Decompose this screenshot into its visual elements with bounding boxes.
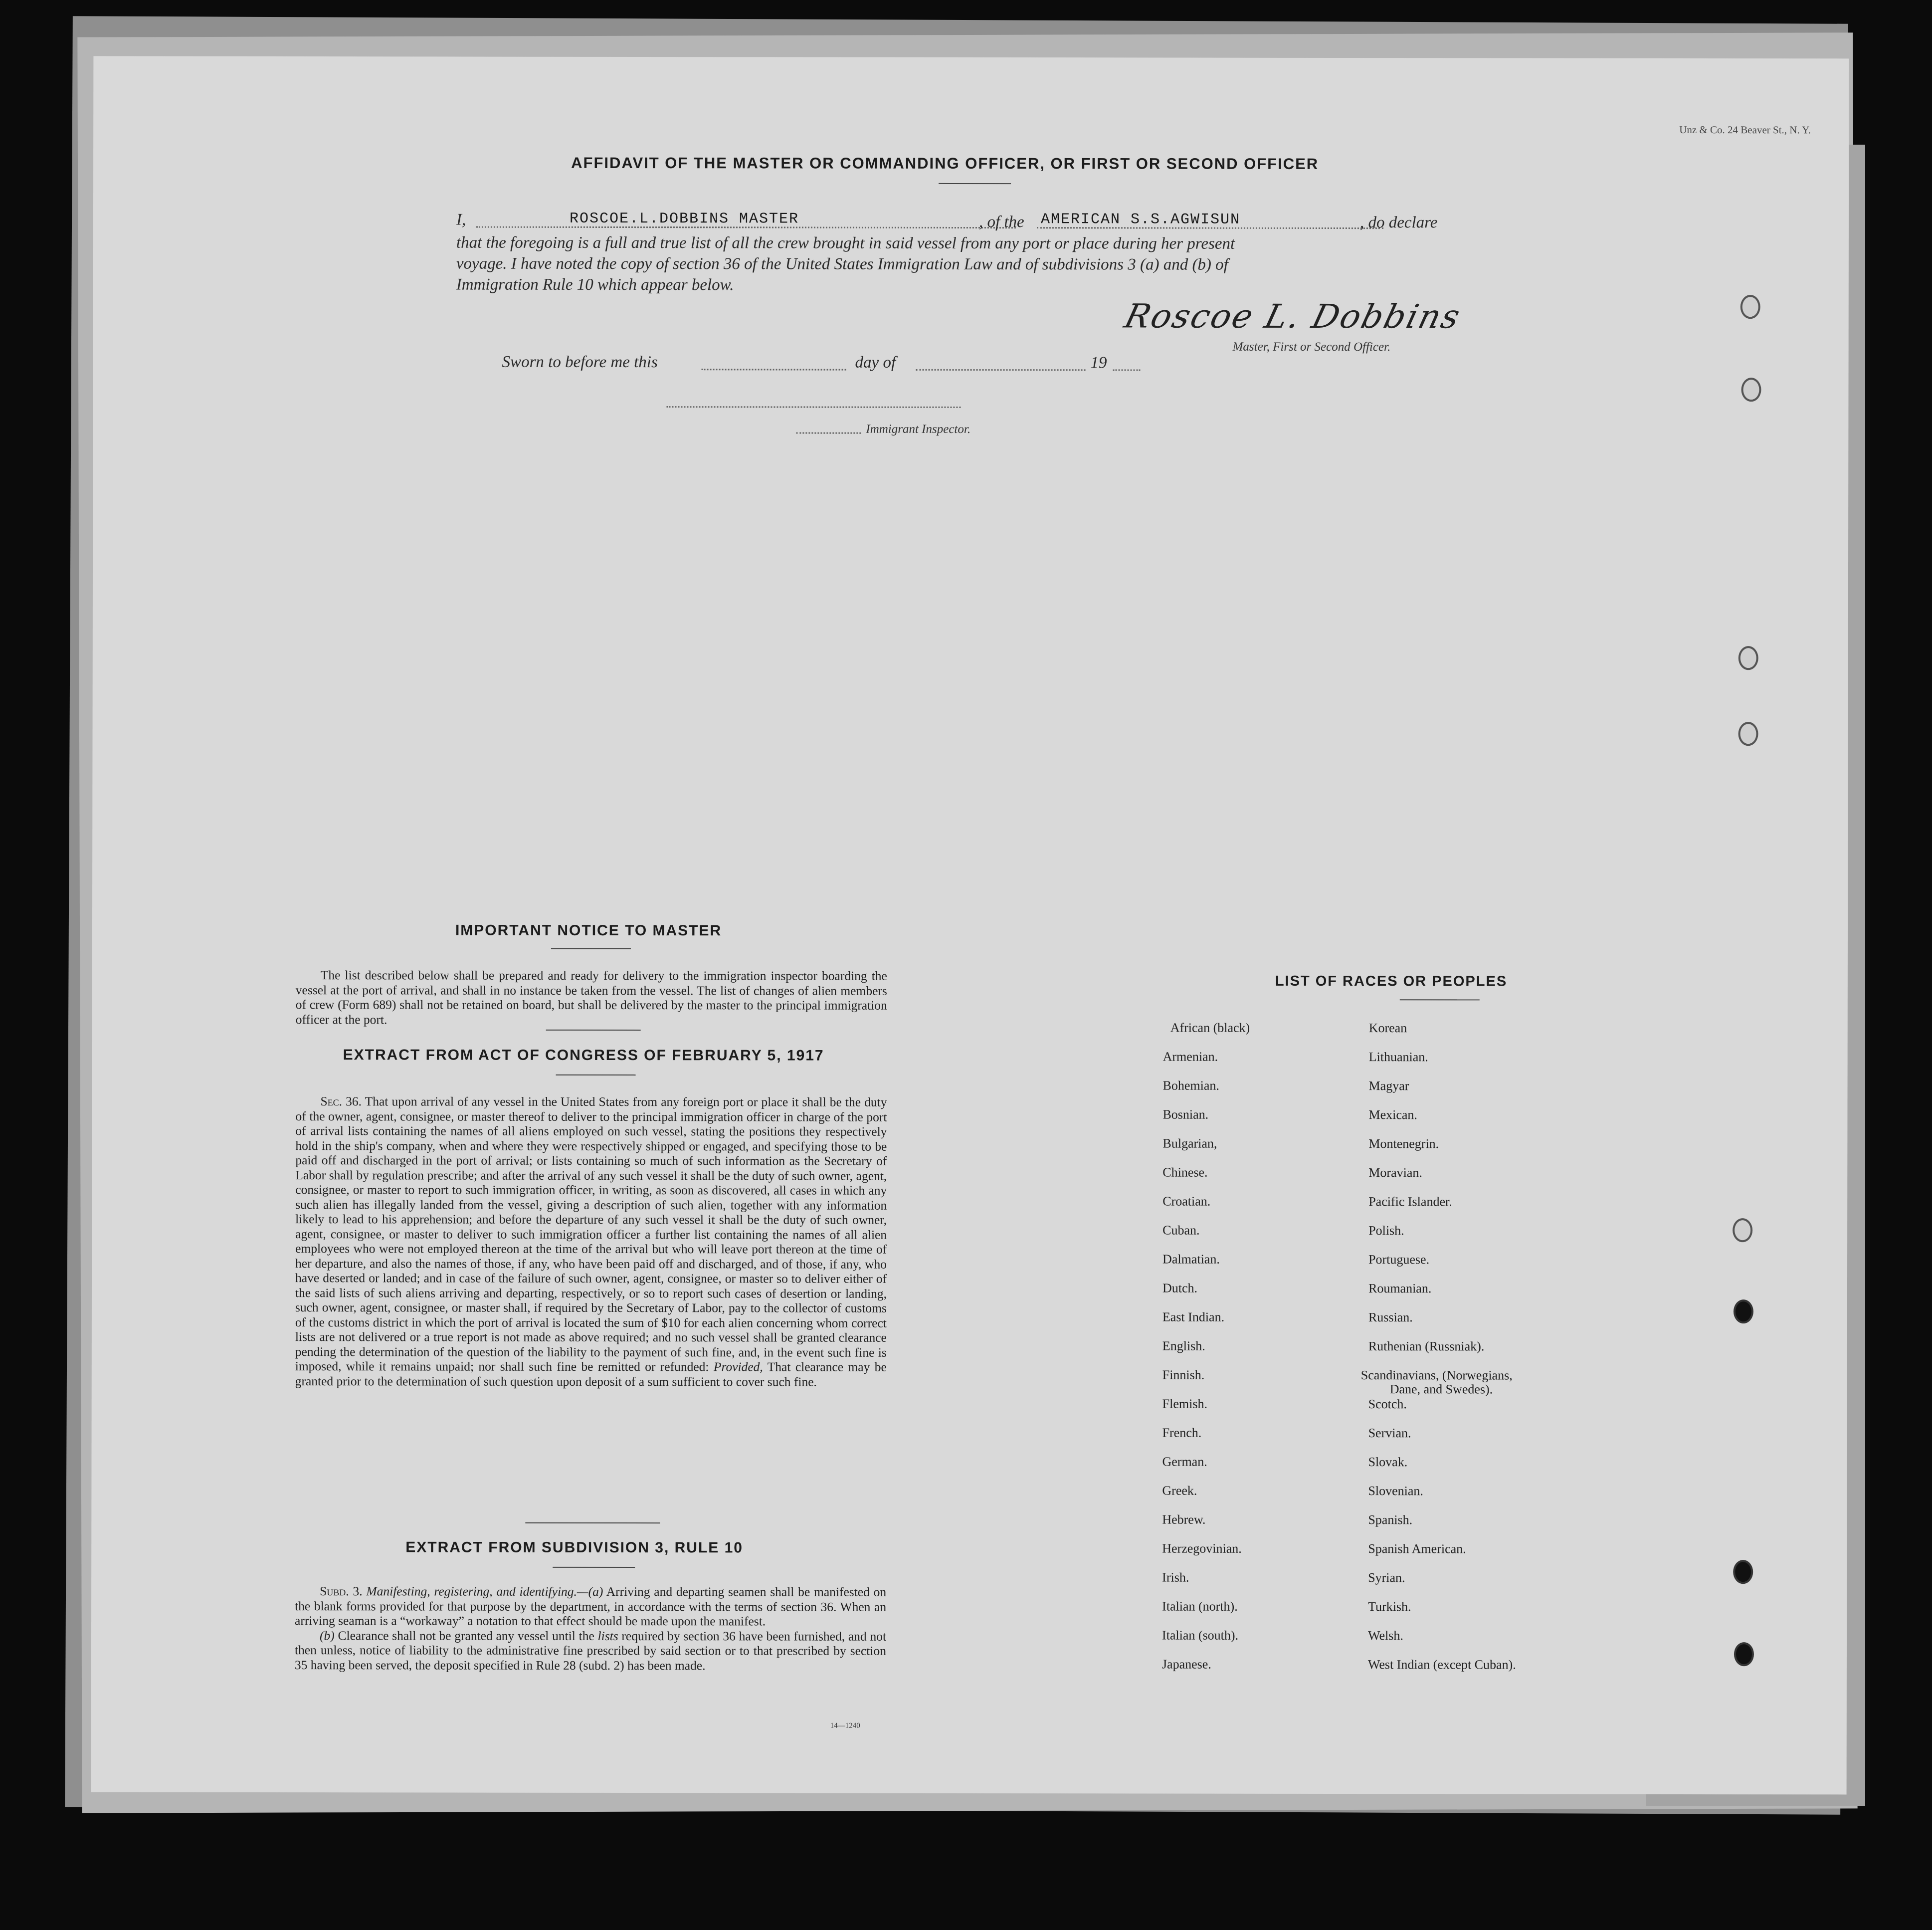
rule-paragraph-b xyxy=(295,1628,886,1673)
sworn-day-label: day of xyxy=(855,353,896,372)
of-the-label: , of the xyxy=(978,213,1024,231)
sworn-day-line xyxy=(702,369,846,370)
race-item: Scotch. xyxy=(1368,1397,1407,1412)
notice-paragraph: The list described below shall be prepared and ready for delivery to the immigration inspector boarding the vessel at the port of arrival, and shall in no instance be taken from the vessel. The list of changes of alien members of crew (Form 689) shall not be retained on board, but shall be delivered by the master to the principal immigration officer at the port. xyxy=(295,968,887,1027)
race-item: Spanish. xyxy=(1368,1512,1413,1527)
binder-hole xyxy=(1739,722,1758,746)
vessel-name-field: AMERICAN S.S.AGWISUN xyxy=(1040,211,1241,228)
race-item: Welsh. xyxy=(1367,1628,1403,1643)
rule-para-b-part2: required by section 36 have been furnished, and not then unless, notice of liability to the administrative fine prescribed by said section or to that prescribed by section 35 having been served, the deposit specified in Rule 28 (subd. 2) has been made. xyxy=(294,1628,887,1673)
act-end-rule xyxy=(525,1522,660,1523)
sworn-label: Sworn to before me this xyxy=(502,353,658,372)
title-rule xyxy=(939,183,1011,184)
affidavit-line-1 xyxy=(456,210,466,230)
binder-hole xyxy=(1733,1218,1752,1242)
notice-title: IMPORTANT NOTICE TO MASTER xyxy=(455,922,722,939)
race-item: Montenegrin. xyxy=(1368,1136,1439,1151)
notice-rule xyxy=(551,948,631,949)
sworn-month-line xyxy=(916,369,1086,371)
race-item: Irish. xyxy=(1162,1570,1189,1585)
race-item: Pacific Islander. xyxy=(1368,1194,1452,1209)
rule-text xyxy=(295,1584,886,1673)
do-declare-label: , do declare xyxy=(1359,214,1438,232)
affidavit-prefix: I, xyxy=(456,211,466,229)
rule-subdivision-heading: Manifesting, registering, and identifying.—(a) xyxy=(366,1584,603,1599)
binder-hole xyxy=(1734,1642,1754,1666)
race-item: Bosnian. xyxy=(1162,1107,1209,1122)
race-item: German. xyxy=(1162,1454,1207,1469)
race-item: Hebrew. xyxy=(1162,1512,1206,1527)
affidavit-line-2: that the foregoing is a full and true list of all the crew brought in said vessel from any port or place during her present xyxy=(456,233,1235,253)
rule-para-b-part1: Clearance shall not be granted any vessel until the xyxy=(338,1628,594,1643)
race-item: West Indian (except Cuban). xyxy=(1367,1657,1516,1672)
race-item: Finnish. xyxy=(1162,1367,1205,1382)
rule-paragraph-a xyxy=(295,1584,886,1629)
race-item: Dane, and Swedes). xyxy=(1389,1382,1493,1397)
race-item: Korean xyxy=(1368,1021,1407,1036)
form-number: 14—1240 xyxy=(830,1721,860,1730)
binder-hole xyxy=(1741,378,1761,402)
race-item: Slovenian. xyxy=(1368,1484,1423,1499)
race-item: Magyar xyxy=(1368,1078,1409,1093)
races-rule xyxy=(1400,999,1480,1000)
rule-title-rule xyxy=(553,1567,635,1568)
rule-para-b-lists: lists xyxy=(597,1628,618,1643)
race-item: Portuguese. xyxy=(1368,1252,1430,1267)
race-item: French. xyxy=(1162,1425,1202,1440)
race-item: Italian (north). xyxy=(1162,1599,1238,1614)
race-item: Greek. xyxy=(1162,1483,1197,1498)
race-item: Croatian. xyxy=(1162,1194,1211,1209)
act-provided-label: Provided, xyxy=(713,1359,763,1374)
binder-hole xyxy=(1733,1560,1753,1584)
inspector-signature-line xyxy=(666,406,961,408)
race-item: Flemish. xyxy=(1162,1396,1207,1411)
race-item: Italian (south). xyxy=(1161,1628,1239,1643)
affidavit-line-4: Immigration Rule 10 which appear below. xyxy=(456,275,734,294)
binder-hole xyxy=(1740,295,1760,319)
act-text xyxy=(295,1094,887,1389)
races-title: LIST OF RACES OR PEOPLES xyxy=(1275,973,1508,990)
printer-mark: Unz & Co. 24 Beaver St., N. Y. xyxy=(1679,123,1811,136)
race-item: Syrian. xyxy=(1368,1570,1405,1585)
race-item: Polish. xyxy=(1368,1223,1404,1238)
race-item: Bohemian. xyxy=(1162,1078,1219,1093)
race-item: Roumanian. xyxy=(1368,1281,1432,1296)
race-item: Lithuanian. xyxy=(1368,1050,1428,1065)
notice-rule-2 xyxy=(546,1030,641,1031)
sworn-year-line xyxy=(1113,369,1141,371)
race-item: Dalmatian. xyxy=(1162,1252,1220,1267)
act-rule xyxy=(556,1074,636,1075)
race-item: Armenian. xyxy=(1162,1049,1218,1064)
race-item: Turkish. xyxy=(1368,1599,1411,1614)
document-page xyxy=(91,56,1849,1795)
master-signature: Roscoe L. Dobbins xyxy=(1121,297,1465,336)
race-item: Chinese. xyxy=(1162,1165,1208,1180)
act-paragraph xyxy=(295,1094,887,1389)
act-title: EXTRACT FROM ACT OF CONGRESS OF FEBRUARY 5, 1917 xyxy=(343,1047,824,1064)
race-item: Dutch. xyxy=(1162,1281,1198,1295)
rule-b-label: (b) xyxy=(319,1628,335,1643)
binder-hole xyxy=(1734,1299,1753,1323)
race-item: Servian. xyxy=(1368,1426,1411,1441)
binder-hole xyxy=(1739,646,1758,670)
sworn-year-label: 19 xyxy=(1090,354,1107,372)
race-item: African (black) xyxy=(1170,1020,1250,1035)
race-item: Slovak. xyxy=(1368,1455,1408,1470)
races-list xyxy=(1159,1021,1608,1739)
affidavit-title: AFFIDAVIT OF THE MASTER OR COMMANDING OFFICER, OR FIRST OR SECOND OFFICER xyxy=(571,154,1319,173)
race-item: Scandinavians, (Norwegians, xyxy=(1360,1368,1513,1383)
race-item: Ruthenian (Russniak). xyxy=(1368,1339,1485,1354)
race-item: Spanish American. xyxy=(1368,1541,1466,1556)
race-item: Moravian. xyxy=(1368,1165,1422,1180)
inspector-caption: Immigrant Inspector. xyxy=(866,422,971,436)
race-item: Japanese. xyxy=(1161,1657,1211,1672)
master-name-field: ROSCOE.L.DOBBINS MASTER xyxy=(569,210,799,228)
act-provided-text: That clearance may be granted prior to the determination of such question upon deposit of a sum sufficient to cover such fine. xyxy=(295,1359,887,1389)
act-section-label: Sec. 36. xyxy=(320,1094,362,1109)
rule-subdivision-label: Subd. 3. xyxy=(320,1584,363,1599)
race-item: Bulgarian, xyxy=(1162,1136,1217,1151)
act-body: That upon arrival of any vessel in the United States from any foreign port or place it shall be the duty of the owner, agent, consignee, or master thereof to deliver to the principal immigration officer in charge of the port of arrival lists containing the names of all aliens employed on such vessel, stating the positions they respectively hold in the ship's company, when and where they were respectively shipped or engaged, and specifying those to be paid off and discharged in the port of arrival; or lists containing so much of such information as the Secretary of Labor shall by regulation prescribe; and after the arrival of any such vessel it shall be the duty of such owner, agent, consignee, or master to report to such immigration officer, in writing, as soon as discovered, all cases in which any such alien has illegally landed from the vessel, giving a description of such alien, together with any information likely to lead to his apprehension; and before the departure of any such vessel it shall be the duty of such owner, agent, consignee, or master to deliver to such immigration officer a further list containing the names of all alien employees who were not employed thereon at the time of the arrival but who will leave port thereon at the time of her departure, and also the names of those, if any, who have been paid off and discharged, and of those, if any, who have deserted or landed; and in case of the failure of such owner, agent, consignee, or master so to deliver either of the said lists of such aliens arriving and departing, respectively, or so to report such cases of desertion or landing, such owner, agent, consignee, or master shall, if required by the Secretary of Labor, pay to the collector of customs of the customs district in which the port of arrival is located the sum of $10 for each alien concerning whom correct lists are not delivered or a true report is not made as above required; and no such vessel shall be granted clearance pending the determination of the question of the liability to the payment of such fine, and, in the event such fine is imposed, while it remains unpaid; nor shall such fine be remitted or refunded: xyxy=(295,1094,887,1374)
rule-title: EXTRACT FROM SUBDIVISION 3, RULE 10 xyxy=(405,1539,744,1556)
race-item: English. xyxy=(1162,1338,1205,1353)
race-item: Mexican. xyxy=(1368,1107,1417,1122)
race-item: Cuban. xyxy=(1162,1223,1200,1238)
signature-caption: Master, First or Second Officer. xyxy=(1232,340,1391,354)
affidavit-line-3: voyage. I have noted the copy of section 36 of the United States Immigration Law and of subdivisions 3 (a) and (b) of xyxy=(456,254,1228,274)
race-item: Russian. xyxy=(1368,1310,1413,1325)
race-item: Herzegovinian. xyxy=(1162,1541,1242,1556)
inspector-caption-line xyxy=(796,432,861,434)
race-item: East Indian. xyxy=(1162,1309,1225,1324)
notice-text xyxy=(296,968,887,1028)
rule-para-a: Arriving and departing seamen shall be manifested on the blank forms provided for that purpose by the department, in accordance with the terms of section 36. When an arriving seaman is a “workaway” a notation to that effect should be made upon the manifest. xyxy=(295,1584,887,1629)
